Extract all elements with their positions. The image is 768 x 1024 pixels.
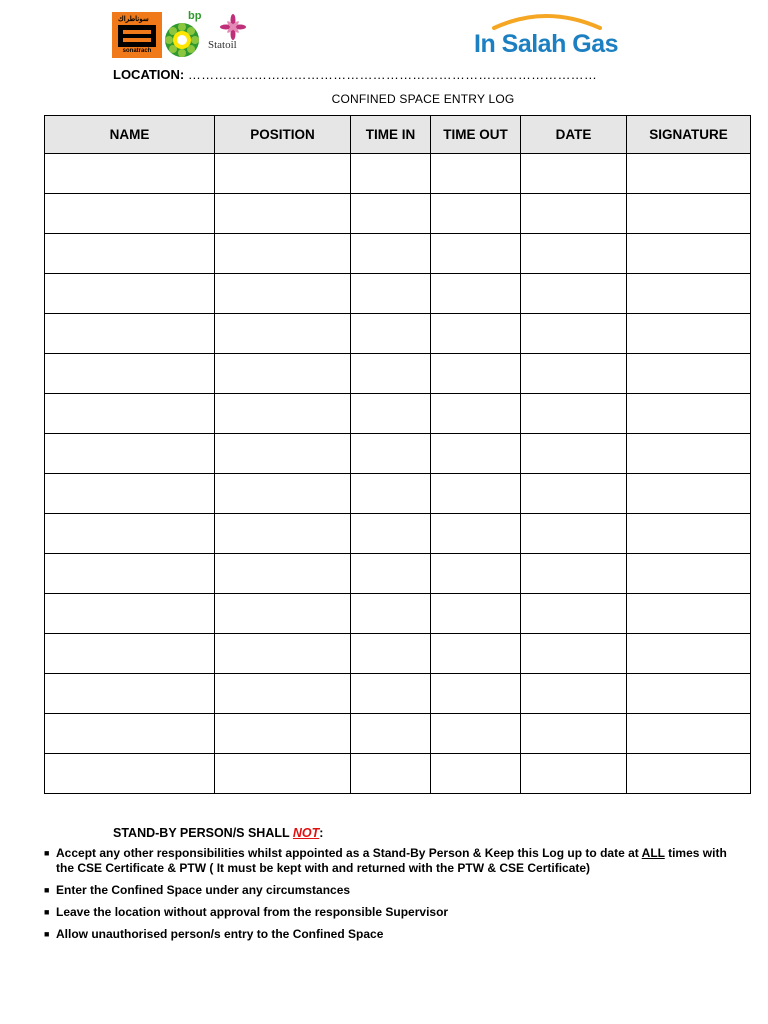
standby-heading: [113, 826, 744, 840]
cell-name[interactable]: [45, 634, 215, 674]
cell-date[interactable]: [521, 554, 627, 594]
cell-name[interactable]: [45, 394, 215, 434]
column-header-date: DATE: [521, 116, 627, 154]
cell-date[interactable]: [521, 394, 627, 434]
cell-signature[interactable]: [627, 394, 751, 434]
table-row: [45, 514, 751, 554]
cell-position[interactable]: [215, 434, 351, 474]
cell-time-in[interactable]: [351, 354, 431, 394]
cell-position[interactable]: [215, 754, 351, 794]
cell-name[interactable]: [45, 274, 215, 314]
cell-signature[interactable]: [627, 474, 751, 514]
cell-date[interactable]: [521, 714, 627, 754]
in-salah-gas-arc: [472, 8, 632, 32]
cell-position[interactable]: [215, 154, 351, 194]
sonatrach-mark: [118, 25, 156, 47]
cell-date[interactable]: [521, 674, 627, 714]
cell-time-out[interactable]: [431, 354, 521, 394]
cell-signature[interactable]: [627, 674, 751, 714]
cell-time-out[interactable]: [431, 394, 521, 434]
bullet-icon: ■: [44, 885, 50, 895]
cell-position[interactable]: [215, 594, 351, 634]
entry-log-table: [44, 115, 751, 794]
column-header-signature: SIGNATURE: [627, 116, 751, 154]
bullet-icon: ■: [44, 848, 50, 858]
statoil-star-logo: [220, 14, 246, 40]
cell-signature[interactable]: [627, 434, 751, 474]
cell-name[interactable]: [45, 354, 215, 394]
table-row: [45, 154, 751, 194]
standby-rules: [44, 826, 744, 949]
cell-date[interactable]: [521, 154, 627, 194]
cell-time-out[interactable]: [431, 714, 521, 754]
rule-text: Accept any other responsibilities whilst appointed as a Stand-By Person & Keep this Log up to date at: [56, 846, 642, 860]
cell-time-in[interactable]: [351, 594, 431, 634]
page-title: CONFINED SPACE ENTRY LOG: [331, 92, 515, 106]
cell-name[interactable]: [45, 514, 215, 554]
cell-name[interactable]: [45, 714, 215, 754]
standby-heading-text: STAND-BY PERSON/S SHALL: [113, 826, 293, 840]
table-row: [45, 634, 751, 674]
cell-name[interactable]: [45, 234, 215, 274]
cell-time-out[interactable]: [431, 514, 521, 554]
cell-name[interactable]: [45, 474, 215, 514]
cell-time-out[interactable]: [431, 314, 521, 354]
table-row: [45, 434, 751, 474]
cell-time-in[interactable]: [351, 674, 431, 714]
cell-time-out[interactable]: [431, 234, 521, 274]
cell-time-in[interactable]: [351, 754, 431, 794]
cell-date[interactable]: [521, 474, 627, 514]
cell-signature[interactable]: [627, 234, 751, 274]
list-item: [44, 883, 744, 898]
table-header-row: [45, 116, 751, 154]
standby-heading-colon: :: [319, 826, 324, 840]
cell-signature[interactable]: [627, 194, 751, 234]
cell-position[interactable]: [215, 474, 351, 514]
cell-signature[interactable]: [627, 754, 751, 794]
cell-name[interactable]: [45, 554, 215, 594]
list-item: [44, 905, 744, 920]
column-header-time-in: TIME IN: [351, 116, 431, 154]
cell-name[interactable]: [45, 754, 215, 794]
cell-time-in[interactable]: [351, 394, 431, 434]
rule-text: Leave the location without approval from the responsible Supervisor: [56, 905, 449, 919]
column-header-name: NAME: [45, 116, 215, 154]
cell-name[interactable]: [45, 594, 215, 634]
cell-name[interactable]: [45, 194, 215, 234]
cell-time-in[interactable]: [351, 434, 431, 474]
table-row: [45, 594, 751, 634]
cell-date[interactable]: [521, 314, 627, 354]
table-row: [45, 714, 751, 754]
cell-name[interactable]: [45, 674, 215, 714]
cell-name[interactable]: [45, 434, 215, 474]
table-row: [45, 194, 751, 234]
standby-heading-not: NOT: [292, 826, 320, 840]
cell-date[interactable]: [521, 194, 627, 234]
table-row: [45, 314, 751, 354]
cell-time-in[interactable]: [351, 194, 431, 234]
column-header-time-out: TIME OUT: [431, 116, 521, 154]
cell-time-out[interactable]: [431, 634, 521, 674]
bullet-icon: ■: [44, 929, 50, 939]
sonatrach-logo: [112, 12, 162, 58]
standby-rules-list: [44, 846, 744, 942]
cell-position[interactable]: [215, 714, 351, 754]
cell-time-out[interactable]: [431, 674, 521, 714]
sonatrach-arabic-text: سوناطراك: [118, 16, 149, 23]
cell-time-out[interactable]: [431, 154, 521, 194]
cell-time-in[interactable]: [351, 714, 431, 754]
cell-time-in[interactable]: [351, 554, 431, 594]
cell-date[interactable]: [521, 274, 627, 314]
table-row: [45, 274, 751, 314]
table-row: [45, 674, 751, 714]
cell-date[interactable]: [521, 234, 627, 274]
location-label: LOCATION:: [113, 67, 185, 82]
cell-position[interactable]: [215, 394, 351, 434]
cell-time-in[interactable]: [351, 634, 431, 674]
cell-position[interactable]: [215, 554, 351, 594]
list-item: [44, 846, 744, 876]
table-row: [45, 754, 751, 794]
cell-signature[interactable]: [627, 554, 751, 594]
cell-name[interactable]: [45, 154, 215, 194]
cell-signature[interactable]: [627, 274, 751, 314]
column-header-position: POSITION: [215, 116, 351, 154]
cell-signature[interactable]: [627, 634, 751, 674]
cell-date[interactable]: [521, 434, 627, 474]
cell-position[interactable]: [215, 234, 351, 274]
bp-text: bp: [188, 10, 202, 22]
cell-time-out[interactable]: [431, 594, 521, 634]
cell-signature[interactable]: [627, 354, 751, 394]
cell-signature[interactable]: [627, 154, 751, 194]
table-row: [45, 354, 751, 394]
cell-position[interactable]: [215, 354, 351, 394]
cell-time-out[interactable]: [431, 194, 521, 234]
cell-position[interactable]: [215, 194, 351, 234]
cell-date[interactable]: [521, 594, 627, 634]
location-blank: …………………………………………………………………………………: [187, 67, 598, 82]
cell-position[interactable]: [215, 674, 351, 714]
cell-time-in[interactable]: [351, 314, 431, 354]
rule-emphasis: ALL: [641, 846, 665, 860]
table-row: [45, 474, 751, 514]
cell-time-in[interactable]: [351, 154, 431, 194]
partner-logos: [112, 10, 252, 60]
rule-text: Allow unauthorised person/s entry to the Confined Space: [56, 927, 384, 941]
cell-time-out[interactable]: [431, 474, 521, 514]
rule-text: Enter the Confined Space under any circumstances: [56, 883, 351, 897]
bp-helios-logo: [164, 22, 200, 58]
cell-signature[interactable]: [627, 514, 751, 554]
bullet-icon: ■: [44, 907, 50, 917]
cell-time-out[interactable]: [431, 434, 521, 474]
rule-text-end: times with the CSE Certificate & PTW ( It must be kept with and returned with the PTW & CSE Certificate): [56, 846, 727, 875]
cell-date[interactable]: [521, 634, 627, 674]
cell-signature[interactable]: [627, 714, 751, 754]
cell-date[interactable]: [521, 754, 627, 794]
sonatrach-text: sonatrach: [122, 48, 152, 54]
cell-date[interactable]: [521, 354, 627, 394]
in-salah-gas-logo: [472, 8, 632, 64]
table-row: [45, 554, 751, 594]
cell-name[interactable]: [45, 314, 215, 354]
table-row: [45, 394, 751, 434]
table-row: [45, 234, 751, 274]
cell-time-in[interactable]: [351, 474, 431, 514]
cell-time-out[interactable]: [431, 554, 521, 594]
cell-time-out[interactable]: [431, 754, 521, 794]
cell-time-in[interactable]: [351, 514, 431, 554]
cell-time-in[interactable]: [351, 274, 431, 314]
cell-signature[interactable]: [627, 594, 751, 634]
list-item: [44, 927, 744, 942]
in-salah-gas-text: In Salah Gas: [474, 30, 619, 58]
cell-time-out[interactable]: [431, 274, 521, 314]
cell-position[interactable]: [215, 274, 351, 314]
cell-date[interactable]: [521, 514, 627, 554]
cell-position[interactable]: [215, 314, 351, 354]
statoil-text: Statoil: [208, 39, 237, 51]
location-field: [113, 67, 597, 82]
cell-position[interactable]: [215, 514, 351, 554]
cell-position[interactable]: [215, 634, 351, 674]
cell-time-in[interactable]: [351, 234, 431, 274]
cell-signature[interactable]: [627, 314, 751, 354]
